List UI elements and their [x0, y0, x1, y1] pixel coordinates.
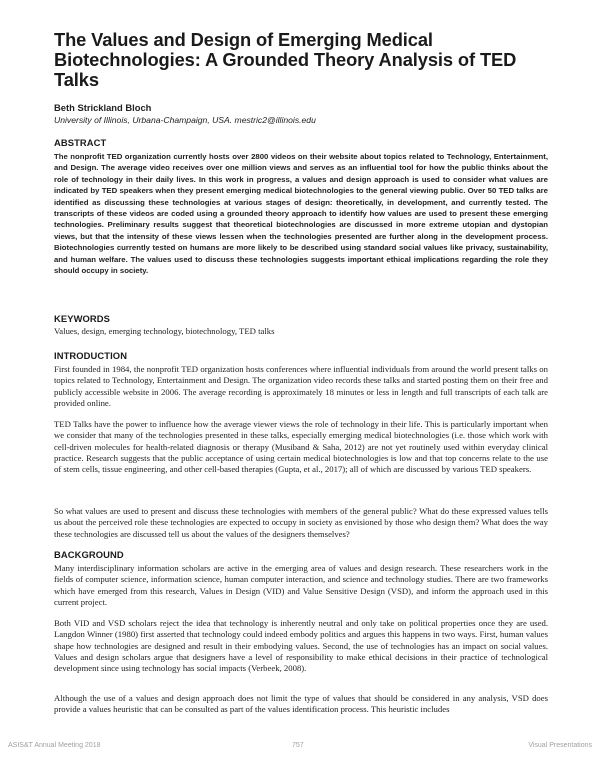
- abstract-heading: ABSTRACT: [54, 137, 107, 148]
- background-paragraph-1: Many interdisciplinary information scholars are active in the emerging area of values and design research. These researchers work in the fields of computer science, information science, human computer interaction, and science and technology studies. There are two frameworks which have emerged from this research, Values in Design (VID) and Value Sensitive Design (VSD), and inform the approach used in this current project.: [54, 563, 548, 607]
- footer-conference: ASIS&T Annual Meeting 2018: [8, 742, 101, 749]
- background-paragraph-2: Both VID and VSD scholars reject the idea that technology is inherently neutral and only take on political properties once they are used. Langdon Winner (1980) first asserted that technology could indeed embody politics and argues this happens in two ways. First, human values shape how technologies are designed and result in their embodying values. Second, the use of technologies has an impact on social values. Values and design scholars argue that designers have a level of responsibility to make ethical decisions in their practice of technological development since using technology has social impacts (Verbeek, 2008).: [54, 618, 548, 674]
- keywords-text: Values, design, emerging technology, biotechnology, TED talks: [54, 326, 275, 336]
- footer-track: Visual Presentations: [528, 742, 592, 749]
- background-paragraph-3: Although the use of a values and design approach does not limit the type of values that should be considered in any analysis, VSD does provide a values heuristic that can be consulted as part of the values identification process. This heuristic includes: [54, 693, 548, 715]
- footer-page-number: 757: [292, 742, 304, 749]
- introduction-paragraph-3: So what values are used to present and discuss these technologies with members of the general public? What do these expressed values tells us about the perceived role these technologies are expected to occupy in society as envisioned by those who design them? What does the way these technologies are discussed tell us about the values of the designers themselves?: [54, 506, 548, 539]
- author-affiliation: University of Illinois, Urbana-Champaign, USA. mestric2@illinois.edu: [54, 115, 316, 125]
- keywords-heading: KEYWORDS: [54, 313, 111, 324]
- author-name: Beth Strickland Bloch: [54, 102, 152, 113]
- introduction-heading: INTRODUCTION: [54, 350, 128, 361]
- introduction-paragraph-2: TED Talks have the power to influence how the average viewer views the role of technology in their life. This is particularly important when we consider that many of the technologies presented in these talks, especially emerging medical biotechnologies (i.e. those which work with cell-driven molecules for health-related diagnosis or therapy (Musiband & Saha, 2012) are not yet routinely used within everyday clinical practice. Research suggests that the public acceptance of using certain medical biotechnologies is low and that top concerns relate to the use of stem cells, tissue engineering, and other cell-based therapies (Gupta, et al., 2017); all of which are discussed by various TED speakers.: [54, 419, 548, 475]
- paper-title: The Values and Design of Emerging Medical Biotechnologies: A Grounded Theory Analysis of TED Talks: [54, 29, 517, 90]
- abstract-text: The nonprofit TED organization currently hosts over 2800 videos on their website about topics related to Technology, Entertainment, and Design. The average video receives over one million views and serves as an influential tool for how the public thinks about the role of technology in their daily lives. In this work in progress, a values and design approach is used to consider what values are indicated by TED speakers when they present emerging medical biotechnologies to the general viewing public. Over 50 TED talks are identified as discussing these technologies at various stages of design: theoretically, in development, and currently tested. The transcripts of these videos are coded using a grounded theory approach to identify how values are used to present these emerging technologies. Preliminary results suggest that theoretical biotechnologies are discussed in more extreme utopian and dystopian views, but that the intensity of these views lessen when the technologies presented are further along in the development process. Biotechnologies currently tested on humans are more likely to be described using standard social values like privacy, sustainability, and human welfare. The values used to discuss these technologies suggests important ethical implications regarding the role they should occupy in society.: [54, 152, 548, 276]
- introduction-paragraph-1: First founded in 1984, the nonprofit TED organization hosts conferences where influential individuals from around the world present talks on topics related to Technology, Entertainment and Design. The organization video records these talks and started posting them on their free and publicly accessible website in 2006. The average recording is approximately 18 minutes or less in length and full transcripts of each talk are provided online.: [54, 364, 548, 408]
- background-heading: BACKGROUND: [54, 549, 124, 560]
